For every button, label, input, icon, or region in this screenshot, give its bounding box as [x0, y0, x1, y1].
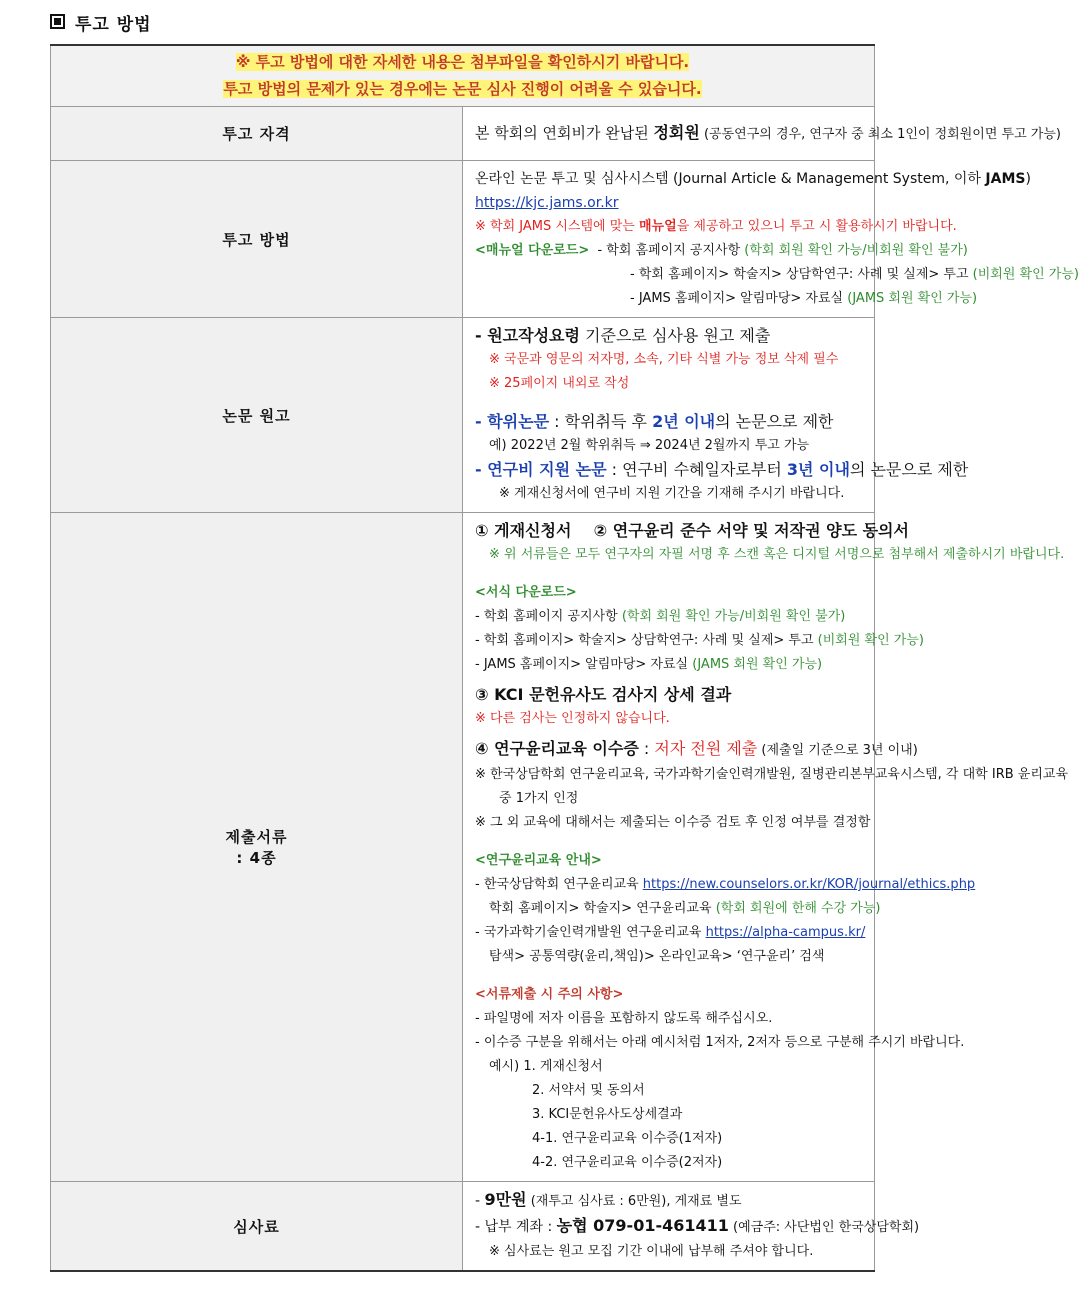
manuscript-content: - 원고작성요령 기준으로 심사용 원고 제출 ※ 국문과 영문의 저자명, 소속, 기타 식별 가능 정보 삭제 필수 ※ 25페이지 내외로 작성 - 학위논문 : 학위취득 후 2년 이내의 논문으로 제한 예) 2022년 2월 학위취득 ⇒ 2024년 2월까지 투고 가능 - 연구비 지원 논문 : 연구비 수혜일자로부터 3년 이내의 논문으로 제한 ※ 게재신청서에 연구비 지원 기간을 기재해 주시기 바랍니다. — [463, 318, 875, 513]
bank-account: 농협 079-01-461411 — [556, 1216, 729, 1235]
method-label: 투고 방법 — [51, 161, 463, 318]
eligibility-label: 투고 자격 — [51, 107, 463, 161]
notice-line-1: ※ 투고 방법에 대한 자세한 내용은 첨부파일을 확인하시기 바랍니다. — [235, 53, 690, 71]
section-heading-text: 투고 방법 — [75, 15, 152, 35]
documents-row — [51, 513, 875, 1182]
fee-content: - 9만원 (재투고 심사료 : 6만원), 게재료 별도 - 납부 계좌 : 농협 079-01-461411 (예금주: 사단법인 한국상담학회) ※ 심사료는 원고 모집 기간 이내에 납부해 주셔야 합니다. — [463, 1182, 875, 1272]
form-download-title: <서식 다운로드> — [475, 585, 577, 600]
notice-cell — [51, 45, 875, 107]
method-content: 온라인 논문 투고 및 심사시스템 (Journal Article & Management System, 이하 JAMS) https://kjc.jams.or.kr ※ 학회 JAMS 시스템에 맞는 매뉴얼을 제공하고 있으니 투고 시 활용하시기 바랍니다. <매뉴얼 다운로드> - 학회 홈페이지 공지사항 (학회 회원 확인 가능/비회원 확인 불가) - 학회 홈페이지> 학술지> 상담학연구: 사례 및 실제> 투고 (비회원 확인 가능) - JAMS 홈페이지> 알림마당> 자료실 (JAMS 회원 확인 가능) — [463, 161, 875, 318]
manual-download-title: <매뉴얼 다운로드> — [475, 243, 590, 258]
doc-3: ③ KCI 문헌유사도 검사지 상세 결과 — [475, 685, 732, 704]
square-bullet-icon — [50, 14, 65, 29]
fee-label: 심사료 — [51, 1182, 463, 1272]
notice-line-2: 투고 방법의 문제가 있는 경우에는 논문 심사 진행이 어려울 수 있습니다. — [223, 80, 702, 98]
alpha-campus-link[interactable]: https://alpha-campus.kr/ — [705, 925, 866, 940]
manuscript-row — [51, 318, 875, 513]
section-heading — [50, 10, 152, 35]
counselors-ethics-link[interactable]: https://new.counselors.or.kr/KOR/journal/ethics.php — [642, 877, 976, 892]
doc-1-2: ① 게재신청서 ② 연구윤리 준수 서약 및 저작권 양도 동의서 — [475, 521, 909, 540]
eligibility-content: 본 학회의 연회비가 완납된 정회원 (공동연구의 경우, 연구자 중 최소 1인이 정회원이면 투고 가능) — [463, 107, 875, 161]
fee-row — [51, 1182, 875, 1272]
doc-4: ④ 연구윤리교육 이수증 — [475, 739, 639, 758]
jams-link[interactable]: https://kjc.jams.or.kr — [475, 195, 619, 211]
notice-row — [51, 45, 875, 107]
regular-member: 정회원 — [653, 122, 700, 142]
caution-title: <서류제출 시 주의 사항> — [475, 987, 624, 1002]
documents-label: 제출서류 : 4종 — [51, 513, 463, 1182]
ethics-guide-title: <연구윤리교육 안내> — [475, 853, 602, 868]
manuscript-label: 논문 원고 — [51, 318, 463, 513]
method-row — [51, 161, 875, 318]
submission-table — [50, 44, 1079, 1272]
documents-content: ① 게재신청서 ② 연구윤리 준수 서약 및 저작권 양도 동의서 ※ 위 서류들은 모두 연구자의 자필 서명 후 스캔 혹은 디지털 서명으로 첨부해서 제출하시기 바랍니다. <서식 다운로드> - 학회 홈페이지 공지사항 (학회 회원 확인 가능/비회원 확인 불가) - 학회 홈페이지> 학술지> 상담학연구: 사례 및 실제> 투고 (비회원 확인 가능) - JAMS 홈페이지> 알림마당> 자료실 (JAMS 회원 확인 가능) ③ KCI 문헌유사도 검사지 상세 결과 ※ 다른 검사는 인정하지 않습니다. ④ 연구윤리교육 이수증 : 저자 전원 제출 (제출일 기준으로 3년 이내) ※ 한국상담학회 연구윤리교육, 국가과학기술인력개발원, 질병관리본부교육시스템, 각 대학 IRB 윤리교육 중 1가지 인정 ※ 그 외 교육에 대해서는 제출되는 이수증 검토 후 인정 여부를 결정함 <연구윤리교육 안내> - 한국상담학회 연구윤리교육 https://new.counselors.or.kr/KOR/journal/ethics.php 학회 홈페이지> 학술지> 연구윤리교육 (학회 회원에 한해 수강 가능) - 국가과학기술인력개발원 연구윤리교육 https://alpha-campus.kr/ 탐색> 공통역량(윤리,책임)> 온라인교육> ‘연구윤리’ 검색 <서류제출 시 주의 사항> - 파일명에 저자 이름을 포함하지 않도록 해주십시오. - 이수증 구분을 위해서는 아래 예시처럼 1저자, 2저자 등으로 구분해 주시기 바랍니다. 예시) 1. 게재신청서 2. 서약서 및 동의서 3. KCI문헌유사도상세결과 4-1. 연구윤리교육 이수증(1저자) 4-2. 연구윤리교육 이수증(2저자) — [463, 513, 875, 1182]
eligibility-row — [51, 107, 875, 161]
